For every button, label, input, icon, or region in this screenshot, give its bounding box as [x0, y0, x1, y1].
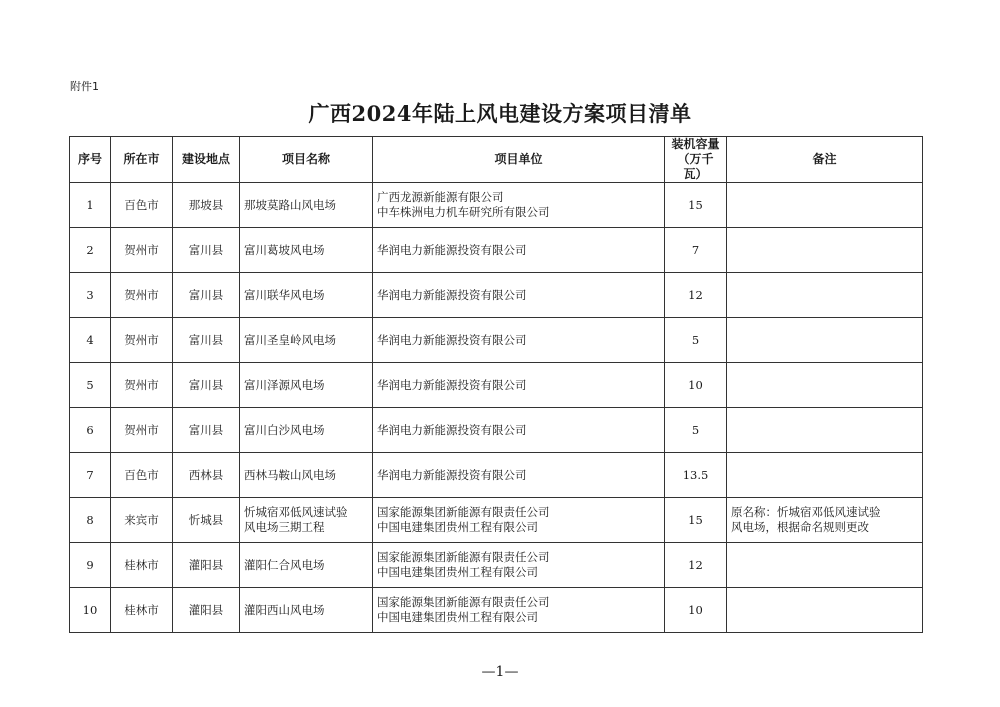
cell-remark	[727, 453, 923, 498]
cell-project-line: 富川圣皇岭风电场	[244, 332, 336, 347]
cell-project-line: 西林马鞍山风电场	[244, 467, 336, 482]
header-capacity-line2: （万千瓦）	[677, 152, 714, 181]
cell-remark	[727, 318, 923, 363]
cell-city: 百色市	[111, 453, 173, 498]
cell-unit	[373, 228, 665, 273]
table-row	[70, 363, 923, 408]
header-unit: 项目单位	[373, 137, 665, 183]
cell-unit-line: 中国电建集团贵州工程有限公司	[377, 565, 538, 579]
cell-capacity: 7	[665, 228, 727, 273]
cell-city: 桂林市	[111, 543, 173, 588]
header-location: 建设地点	[173, 137, 240, 183]
cell-unit	[373, 588, 665, 633]
document-title: 广西2024年陆上风电建设方案项目清单	[308, 101, 692, 126]
cell-unit	[373, 318, 665, 363]
cell-city: 桂林市	[111, 588, 173, 633]
cell-project	[240, 453, 373, 498]
table-row	[70, 228, 923, 273]
cell-seq: 8	[70, 498, 111, 543]
cell-unit	[373, 273, 665, 318]
header-capacity	[665, 137, 727, 183]
header-project: 项目名称	[240, 137, 373, 183]
cell-city: 贺州市	[111, 408, 173, 453]
cell-city: 贺州市	[111, 273, 173, 318]
cell-seq: 6	[70, 408, 111, 453]
cell-capacity: 10	[665, 363, 727, 408]
cell-location: 富川县	[173, 408, 240, 453]
cell-project-line: 风电场三期工程	[244, 520, 325, 534]
cell-remark	[727, 273, 923, 318]
header-remark: 备注	[727, 137, 923, 183]
cell-capacity: 15	[665, 183, 727, 228]
cell-unit	[373, 183, 665, 228]
cell-location: 那坡县	[173, 183, 240, 228]
cell-seq: 7	[70, 453, 111, 498]
table-row	[70, 543, 923, 588]
cell-city: 百色市	[111, 183, 173, 228]
cell-location: 富川县	[173, 318, 240, 363]
cell-remark	[727, 408, 923, 453]
cell-seq: 2	[70, 228, 111, 273]
cell-seq: 3	[70, 273, 111, 318]
cell-location: 富川县	[173, 228, 240, 273]
cell-remark	[727, 588, 923, 633]
cell-capacity: 10	[665, 588, 727, 633]
cell-project-line: 灌阳仁合风电场	[244, 557, 325, 572]
cell-unit-line: 华润电力新能源投资有限公司	[377, 467, 527, 482]
cell-remark	[727, 183, 923, 228]
cell-unit-line: 华润电力新能源投资有限公司	[377, 422, 527, 437]
cell-remark	[727, 228, 923, 273]
cell-remark	[727, 543, 923, 588]
cell-location: 富川县	[173, 363, 240, 408]
table-row	[70, 318, 923, 363]
cell-project	[240, 408, 373, 453]
cell-unit	[373, 498, 665, 543]
cell-city: 贺州市	[111, 363, 173, 408]
cell-seq: 9	[70, 543, 111, 588]
cell-remark-line: 原名称：忻城宿邓低风速试验	[731, 505, 881, 519]
cell-unit-line: 国家能源集团新能源有限责任公司	[377, 595, 550, 609]
cell-unit-line: 国家能源集团新能源有限责任公司	[377, 505, 550, 519]
cell-project-line: 富川泽源风电场	[244, 377, 325, 392]
cell-project	[240, 363, 373, 408]
cell-capacity: 12	[665, 543, 727, 588]
cell-location: 灌阳县	[173, 543, 240, 588]
cell-city: 贺州市	[111, 228, 173, 273]
cell-project-line: 富川白沙风电场	[244, 422, 325, 437]
cell-project-line: 灌阳西山风电场	[244, 602, 325, 617]
cell-project	[240, 543, 373, 588]
cell-unit-line: 中国电建集团贵州工程有限公司	[377, 520, 538, 534]
project-table	[69, 136, 923, 633]
cell-seq: 4	[70, 318, 111, 363]
cell-project	[240, 183, 373, 228]
table-body	[70, 183, 923, 633]
header-capacity-line1: 装机容量	[671, 137, 720, 151]
cell-project	[240, 273, 373, 318]
cell-unit-line: 中车株洲电力机车研究所有限公司	[377, 205, 550, 219]
cell-capacity: 12	[665, 273, 727, 318]
cell-unit	[373, 543, 665, 588]
cell-capacity: 5	[665, 408, 727, 453]
cell-unit	[373, 363, 665, 408]
cell-city: 贺州市	[111, 318, 173, 363]
cell-remark	[727, 498, 923, 543]
cell-unit-line: 国家能源集团新能源有限责任公司	[377, 550, 550, 564]
cell-project	[240, 588, 373, 633]
cell-city: 来宾市	[111, 498, 173, 543]
cell-location: 西林县	[173, 453, 240, 498]
cell-unit-line: 广西龙源新能源有限公司	[377, 190, 504, 204]
cell-unit-line: 华润电力新能源投资有限公司	[377, 332, 527, 347]
cell-location: 灌阳县	[173, 588, 240, 633]
table-row	[70, 453, 923, 498]
cell-unit	[373, 453, 665, 498]
table-row	[70, 498, 923, 543]
cell-unit-line: 中国电建集团贵州工程有限公司	[377, 610, 538, 624]
page-number: —1—	[481, 664, 519, 680]
cell-location: 富川县	[173, 273, 240, 318]
table-row	[70, 408, 923, 453]
cell-capacity: 5	[665, 318, 727, 363]
header-seq: 序号	[70, 137, 111, 183]
cell-project-line: 富川葛坡风电场	[244, 242, 325, 257]
cell-project-line: 富川联华风电场	[244, 287, 325, 302]
cell-capacity: 15	[665, 498, 727, 543]
cell-project-line: 忻城宿邓低风速试验	[244, 505, 348, 519]
cell-unit-line: 华润电力新能源投资有限公司	[377, 242, 527, 257]
cell-project	[240, 228, 373, 273]
cell-unit-line: 华润电力新能源投资有限公司	[377, 287, 527, 302]
header-city: 所在市	[111, 137, 173, 183]
cell-location: 忻城县	[173, 498, 240, 543]
cell-project	[240, 498, 373, 543]
cell-project	[240, 318, 373, 363]
cell-seq: 5	[70, 363, 111, 408]
cell-unit-line: 华润电力新能源投资有限公司	[377, 377, 527, 392]
table-row	[70, 273, 923, 318]
cell-remark-line: 风电场，根据命名规则更改	[731, 520, 869, 534]
cell-project-line: 那坡莫路山风电场	[244, 197, 336, 212]
cell-unit	[373, 408, 665, 453]
table-row	[70, 588, 923, 633]
cell-remark	[727, 363, 923, 408]
attachment-label: 附件1	[70, 80, 99, 93]
cell-seq: 10	[70, 588, 111, 633]
table-row	[70, 183, 923, 228]
table-header-row	[70, 137, 923, 183]
cell-capacity: 13.5	[665, 453, 727, 498]
cell-seq: 1	[70, 183, 111, 228]
